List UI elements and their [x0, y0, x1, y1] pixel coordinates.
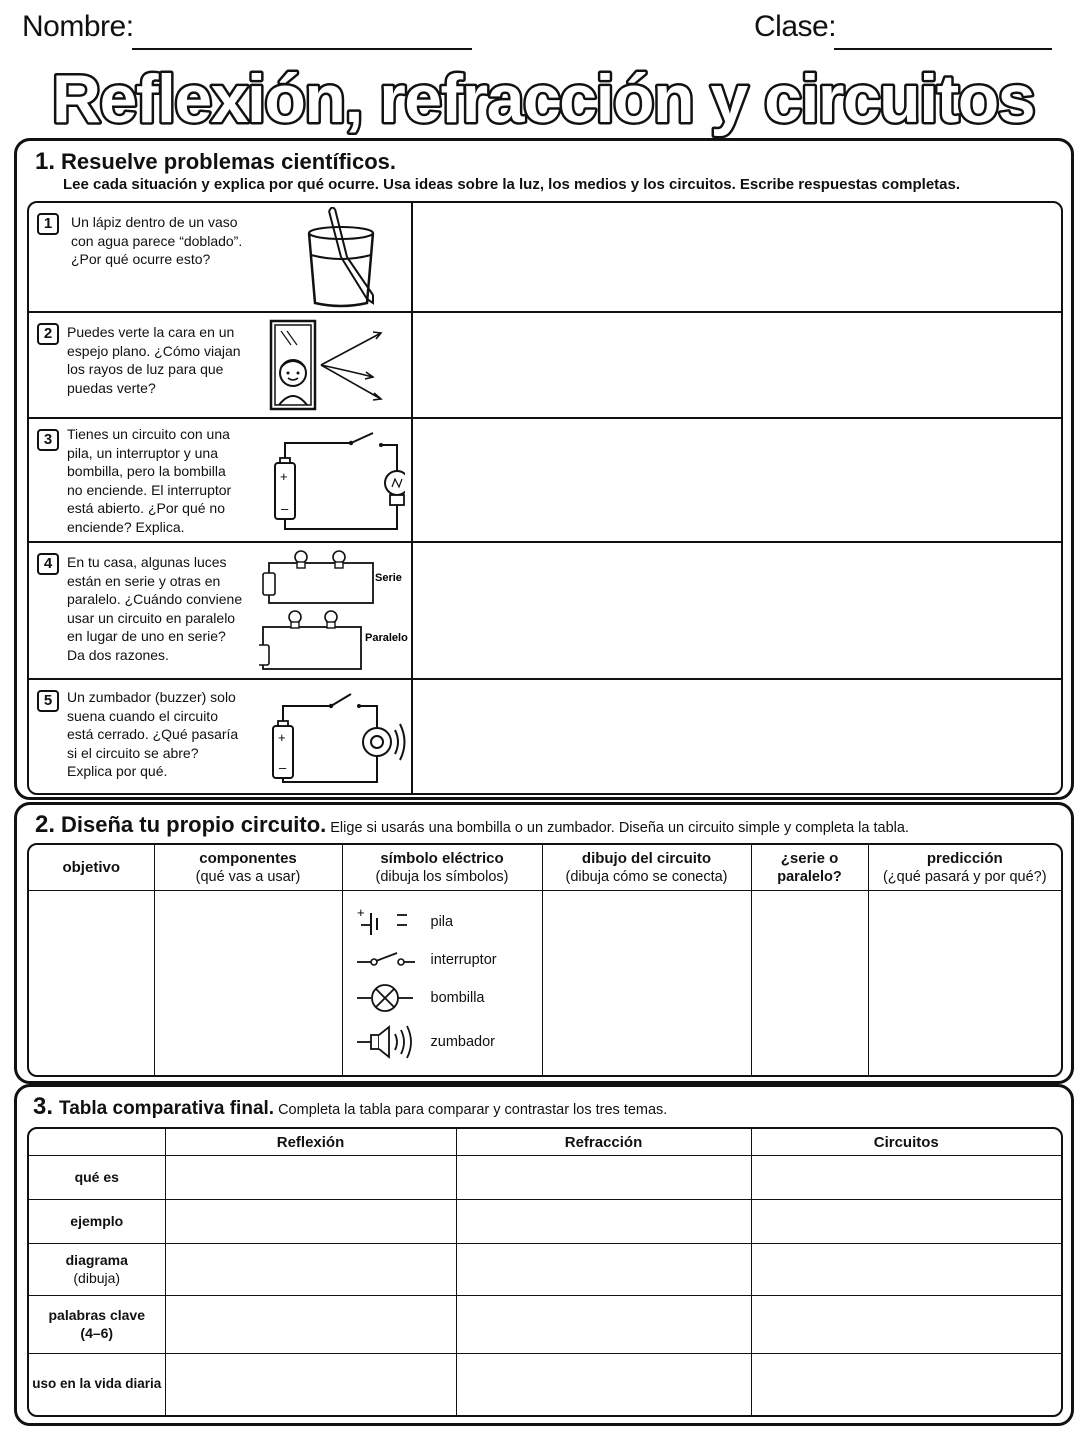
- question-cell: [29, 313, 413, 417]
- section-2: [14, 802, 1074, 1084]
- open-switch-circuit-icon: [269, 425, 405, 537]
- col-dibujo: dibujo del circuito (dibuja cómo se conecta): [542, 845, 751, 890]
- section-2-instructions: Elige si usarás una bombilla o un zumbador. Diseña un circuito simple y completa la tabla.: [330, 820, 909, 836]
- problem-row: [29, 313, 1063, 419]
- cell-refraccion-palabras[interactable]: [456, 1295, 751, 1353]
- symbol-label: bombilla: [430, 989, 485, 1006]
- section-3-title: [33, 1093, 667, 1121]
- question-number: 5: [37, 690, 59, 712]
- battery-symbol-icon: [357, 905, 417, 939]
- col-simbolo: símbolo eléctrico (dibuja los símbolos): [342, 845, 542, 890]
- symbol-row: [343, 979, 542, 1017]
- switch-symbol-icon: [357, 948, 417, 972]
- page-title: [0, 50, 1086, 145]
- svg-text:+: +: [278, 730, 286, 745]
- cell-objetivo[interactable]: [29, 890, 154, 1075]
- series-parallel-circuits-icon: [259, 549, 411, 675]
- section-3-heading: Tabla comparativa final.: [59, 1098, 275, 1119]
- cell-refraccion-uso[interactable]: [456, 1353, 751, 1415]
- buzzer-circuit-icon: [269, 686, 409, 790]
- problem-row: [29, 203, 1063, 313]
- question-text: En tu casa, algunas luces están en serie y otras en paralelo. ¿Cuándo conviene usar un circuito en paralelo en lugar de uno en serie? Da dos razones.: [67, 554, 243, 663]
- section-3: [14, 1084, 1074, 1426]
- cell-reflexion-uso[interactable]: [165, 1353, 456, 1415]
- symbol-label: pila: [430, 913, 454, 930]
- col-componentes: componentes (qué vas a usar): [154, 845, 342, 890]
- question-number: 1: [37, 213, 59, 235]
- section-1-number: 1.: [35, 148, 56, 175]
- question-cell: [29, 203, 413, 311]
- problem-row: [29, 419, 1063, 543]
- symbol-row: [343, 1023, 542, 1061]
- corner-cell: [29, 1129, 165, 1155]
- title-text: Reflexión, refracción y circuitos: [51, 61, 1035, 137]
- circuit-design-table: [27, 843, 1063, 1077]
- question-text: Tienes un circuito con una pila, un interruptor y una bombilla, pero la bombilla no enciende. El interruptor está abierto. ¿Por qué no enciende? Explica.: [67, 426, 232, 535]
- col-circuitos: Circuitos: [751, 1129, 1061, 1155]
- cell-circuitos-que-es[interactable]: [751, 1155, 1061, 1199]
- cell-reflexion-diagrama[interactable]: [165, 1243, 456, 1295]
- col-prediccion: predicción (¿qué pasará y por qué?): [868, 845, 1061, 890]
- cell-reflexion-palabras[interactable]: [165, 1295, 456, 1353]
- cell-circuitos-ejemplo[interactable]: [751, 1199, 1061, 1243]
- section-1-heading: Resuelve problemas científicos.: [61, 149, 397, 174]
- parallel-label: Paralelo: [365, 632, 408, 644]
- row-label: ejemplo: [29, 1199, 165, 1243]
- question-text: Un zumbador (buzzer) solo suena cuando el circuito está cerrado. ¿Qué pasaría si el circuito se abre? Explica por qué.: [67, 689, 239, 779]
- row-label: diagrama (dibuja): [29, 1243, 165, 1295]
- cell-refraccion-diagrama[interactable]: [456, 1243, 751, 1295]
- problem-row: [29, 543, 1063, 680]
- section-3-number: 3.: [33, 1093, 54, 1120]
- svg-text:+: +: [356, 904, 365, 920]
- section-1-title: [35, 148, 396, 176]
- symbol-row: [343, 903, 542, 941]
- cell-reflexion-que-es[interactable]: [165, 1155, 456, 1199]
- symbol-label: zumbador: [430, 1033, 495, 1050]
- cell-circuitos-palabras[interactable]: [751, 1295, 1061, 1353]
- answer-area-4[interactable]: [415, 543, 1063, 678]
- row-label: uso en la vida diaria: [29, 1353, 165, 1415]
- answer-area-5[interactable]: [415, 680, 1063, 795]
- section-2-title: [35, 811, 909, 839]
- pencil-in-glass-icon: [301, 207, 381, 309]
- symbol-row: [343, 941, 542, 979]
- col-serie-paralelo: ¿serie o paralelo?: [751, 845, 868, 890]
- series-label: Serie: [375, 572, 402, 584]
- name-label: Nombre:: [22, 10, 134, 43]
- col-refraccion: Refracción: [456, 1129, 751, 1155]
- answer-area-2[interactable]: [415, 313, 1063, 417]
- question-cell: [29, 680, 413, 795]
- question-cell: [29, 419, 413, 541]
- class-label: Clase:: [754, 10, 837, 43]
- svg-text:–: –: [279, 760, 287, 775]
- question-number: 2: [37, 323, 59, 345]
- cell-refraccion-ejemplo[interactable]: [456, 1199, 751, 1243]
- cell-simbolos[interactable]: [342, 890, 542, 1075]
- row-label: palabras clave (4–6): [29, 1295, 165, 1353]
- cell-prediccion[interactable]: [868, 890, 1061, 1075]
- symbol-label: interruptor: [430, 951, 497, 968]
- section-2-heading: Diseña tu propio circuito.: [61, 812, 327, 837]
- question-text: Puedes verte la cara en un espejo plano. ¿Cómo viajan los rayos de luz para que puedas verte?: [67, 324, 241, 396]
- answer-area-3[interactable]: [415, 419, 1063, 541]
- section-1-instructions: Lee cada situación y explica por qué ocurre. Usa ideas sobre la luz, los medios y los circuitos. Escribe respuestas completas.: [63, 176, 961, 193]
- cell-reflexion-ejemplo[interactable]: [165, 1199, 456, 1243]
- mirror-reflection-icon: [269, 319, 389, 413]
- question-number: 3: [37, 429, 59, 451]
- section-3-instructions: Completa la tabla para comparar y contrastar los tres temas.: [278, 1102, 668, 1118]
- question-cell: [29, 543, 413, 678]
- cell-componentes[interactable]: [154, 890, 342, 1075]
- col-objetivo: objetivo: [29, 845, 154, 890]
- svg-text:+: +: [280, 469, 288, 484]
- problem-row: [29, 680, 1063, 795]
- problems-table: [27, 201, 1063, 795]
- cell-dibujo[interactable]: [542, 890, 751, 1075]
- section-1: [14, 138, 1074, 800]
- buzzer-symbol-icon: [357, 1023, 417, 1061]
- col-reflexion: Reflexión: [165, 1129, 456, 1155]
- cell-circuitos-uso[interactable]: [751, 1353, 1061, 1415]
- section-2-number: 2.: [35, 811, 56, 838]
- comparison-table: [27, 1127, 1063, 1417]
- cell-circuitos-diagrama[interactable]: [751, 1243, 1061, 1295]
- header: [22, 10, 1056, 50]
- answer-area-1[interactable]: [415, 203, 1063, 311]
- row-label: qué es: [29, 1155, 165, 1199]
- cell-serie-paralelo[interactable]: [751, 890, 868, 1075]
- lamp-symbol-icon: [357, 981, 417, 1015]
- question-text: Un lápiz dentro de un vaso con agua parece “doblado”. ¿Por qué ocurre esto?: [71, 214, 243, 267]
- svg-text:–: –: [281, 501, 289, 516]
- question-number: 4: [37, 553, 59, 575]
- cell-refraccion-que-es[interactable]: [456, 1155, 751, 1199]
